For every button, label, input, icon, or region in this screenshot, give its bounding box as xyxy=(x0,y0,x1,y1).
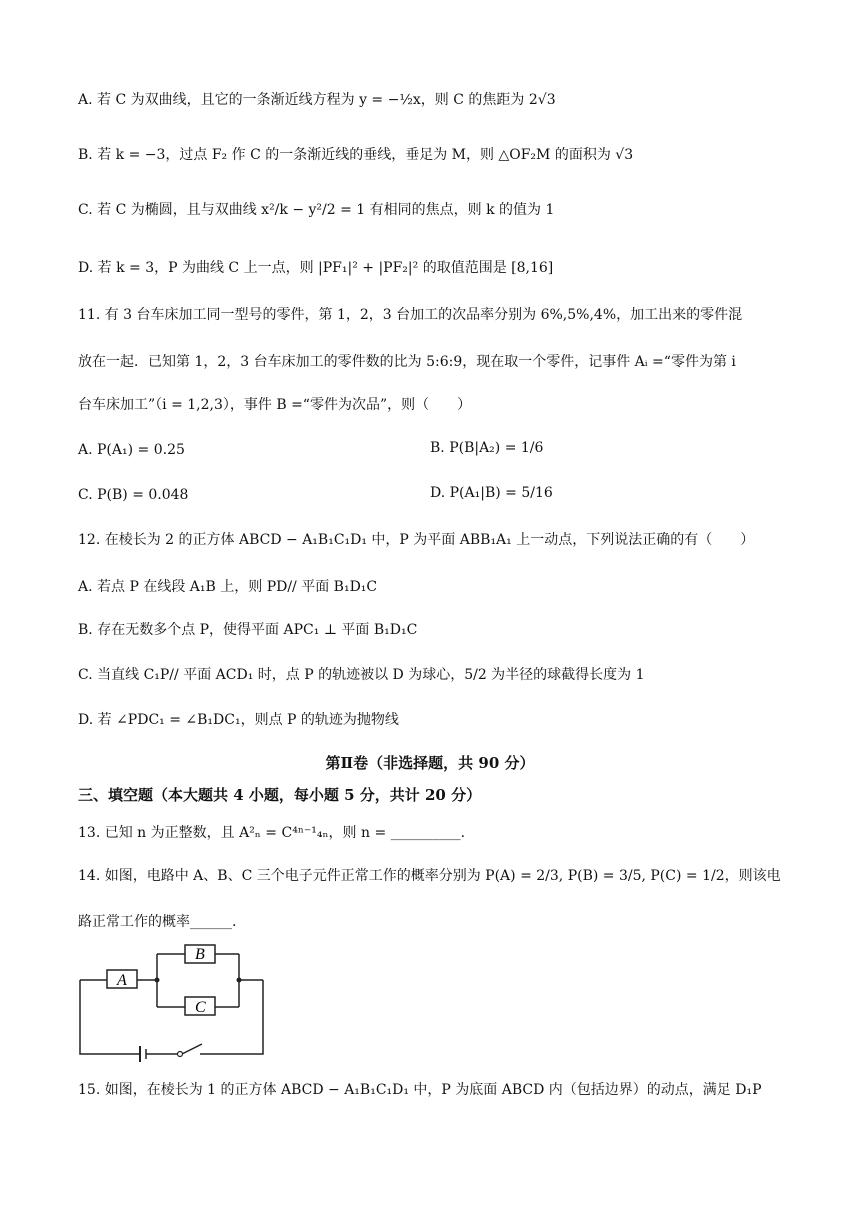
q10-option-d: D. 若 k = 3，P 为曲线 C 上一点，则 |PF₁|² + |PF₂|² 的取值范围是 [8,16] xyxy=(78,260,554,276)
q11-option-a: A. P(A₁) = 0.25 xyxy=(78,442,185,458)
q15-text: 15. 如图，在棱长为 1 的正方体 ABCD − A₁B₁C₁D₁ 中，P 为底面 ABCD 内（包括边界）的动点，满足 D₁P xyxy=(78,1082,762,1098)
q11-option-d: D. P(A₁|B) = 5/16 xyxy=(430,485,553,501)
q14-line-1: 14. 如图，电路中 A、B、C 三个电子元件正常工作的概率分别为 P(A) = 2/3, P(B) = 3/5, P(C) = 1/2，则该电 xyxy=(78,868,781,884)
q11-line-3: 台车床加工”（i = 1,2,3），事件 B =“零件为次品”，则（ ） xyxy=(78,397,472,413)
q11-option-c: C. P(B) = 0.048 xyxy=(78,487,189,503)
q13-text: 13. 已知 n 为正整数，且 A²ₙ = C⁴ⁿ⁻¹₄ₙ，则 n = __________. xyxy=(78,825,466,841)
q12-option-a: A. 若点 P 在线段 A₁B 上，则 PD// 平面 B₁D₁C xyxy=(78,579,378,595)
circuit-diagram xyxy=(70,930,280,1065)
q12-option-c: C. 当直线 C₁P// 平面 ACD₁ 时，点 P 的轨迹被以 D 为球心，5/2 为半径的球截得长度为 1 xyxy=(78,667,645,683)
q11-line-2: 放在一起．已知第 1，2，3 台车床加工的零件数的比为 5:6:9，现在取一个零件，记事件 Aᵢ =“零件为第 i xyxy=(78,354,736,370)
q12-option-d: D. 若 ∠PDC₁ = ∠B₁DC₁，则点 P 的轨迹为抛物线 xyxy=(78,712,399,728)
q12-stem: 12. 在棱长为 2 的正方体 ABCD − A₁B₁C₁D₁ 中，P 为平面 ABB₁A₁ 上一动点，下列说法正确的有（ ） xyxy=(78,532,755,548)
q11-option-b: B. P(B|A₂) = 1/6 xyxy=(430,440,544,456)
part2-title: 第Ⅱ卷（非选择题，共 90 分） xyxy=(325,754,535,772)
q14-line-2: 路正常工作的概率______. xyxy=(78,914,237,930)
component-a-label: A xyxy=(117,972,127,989)
section3-title: 三、填空题（本大题共 4 小题，每小题 5 分，共计 20 分） xyxy=(78,786,482,804)
q10-option-c: C. 若 C 为椭圆，且与双曲线 x²/k − y²/2 = 1 有相同的焦点，则 k 的值为 1 xyxy=(78,202,555,218)
q12-option-b: B. 存在无数多个点 P，使得平面 APC₁ ⊥ 平面 B₁D₁C xyxy=(78,622,418,638)
component-b-label: B xyxy=(195,946,205,963)
q11-line-1: 11. 有 3 台车床加工同一型号的零件，第 1，2，3 台加工的次品率分别为 6%,5%,4%，加工出来的零件混 xyxy=(78,307,743,323)
component-c-label: C xyxy=(195,999,206,1016)
q10-option-b: B. 若 k = −3，过点 F₂ 作 C 的一条渐近线的垂线，垂足为 M，则 △OF₂M 的面积为 √3 xyxy=(78,147,634,163)
q10-option-a: A. 若 C 为双曲线，且它的一条渐近线方程为 y = −½x，则 C 的焦距为 2√3 xyxy=(78,92,556,108)
